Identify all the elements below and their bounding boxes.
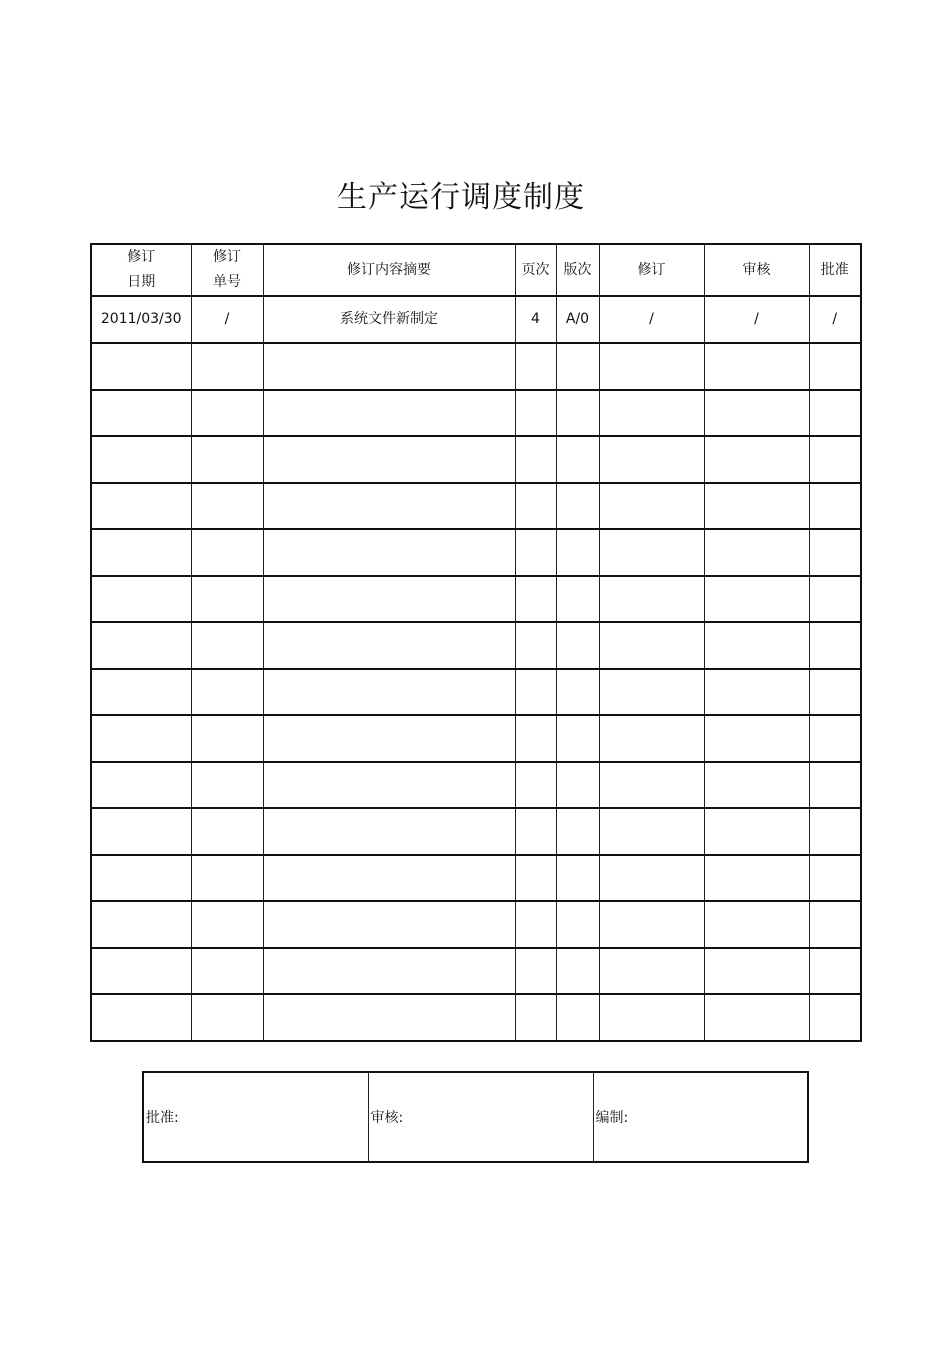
cell-revision-date: 2011/03/30 [91,296,191,343]
cell-revised-by[interactable] [599,855,704,902]
cell-revision-number[interactable] [191,669,263,716]
cell-revision-date[interactable] [91,483,191,530]
cell-revision-date[interactable] [91,762,191,809]
cell-reviewed-by[interactable] [704,994,809,1041]
table-row [91,948,861,995]
cell-reviewed-by[interactable] [704,901,809,948]
cell-page[interactable] [515,855,556,902]
cell-approved-by[interactable] [809,994,861,1041]
cell-page[interactable] [515,808,556,855]
cell-revised-by[interactable] [599,669,704,716]
cell-approved-by[interactable] [809,436,861,483]
cell-revision-summary[interactable] [263,529,515,576]
cell-approved-by[interactable] [809,529,861,576]
cell-revision-number: / [191,296,263,343]
header-revision-date [91,244,191,296]
cell-page[interactable] [515,994,556,1041]
cell-reviewed-by[interactable] [704,622,809,669]
cell-revised-by[interactable] [599,576,704,623]
cell-revision-date[interactable] [91,529,191,576]
cell-revision-number[interactable] [191,529,263,576]
cell-revision-date[interactable] [91,576,191,623]
cell-revision-summary[interactable] [263,855,515,902]
cell-approved-by[interactable] [809,343,861,390]
cell-page[interactable] [515,901,556,948]
cell-revision-date[interactable] [91,715,191,762]
cell-revision-summary[interactable] [263,390,515,437]
cell-revised-by[interactable] [599,994,704,1041]
cell-revision-date[interactable] [91,855,191,902]
cell-revision-number[interactable] [191,576,263,623]
table-row [91,296,861,343]
cell-page[interactable] [515,529,556,576]
cell-approved-by[interactable] [809,622,861,669]
cell-revision-summary: 系统文件新制定 [263,296,515,343]
cell-revised-by[interactable] [599,483,704,530]
cell-page[interactable] [515,483,556,530]
cell-revised-by[interactable] [599,529,704,576]
cell-revision-date[interactable] [91,948,191,995]
table-row [91,529,861,576]
cell-revision-summary[interactable] [263,669,515,716]
cell-revision-summary[interactable] [263,901,515,948]
cell-revision-number[interactable] [191,855,263,902]
cell-revision-number[interactable] [191,901,263,948]
cell-version[interactable] [556,855,599,902]
cell-version[interactable] [556,390,599,437]
header-label: 单号 [213,274,241,290]
cell-version[interactable] [556,901,599,948]
cell-page[interactable] [515,948,556,995]
cell-version[interactable] [556,715,599,762]
cell-revision-date[interactable] [91,343,191,390]
cell-version[interactable] [556,529,599,576]
cell-revised-by: / [599,296,704,343]
cell-version[interactable] [556,622,599,669]
header-label: 修订 [213,249,241,265]
cell-revision-date[interactable] [91,901,191,948]
table-row [91,622,861,669]
cell-reviewed-by[interactable] [704,855,809,902]
cell-revision-summary[interactable] [263,715,515,762]
cell-version[interactable] [556,483,599,530]
header-revision-summary: 修订内容摘要 [263,244,515,296]
cell-reviewed-by[interactable] [704,715,809,762]
cell-page[interactable] [515,390,556,437]
header-reviewed-by: 审核 [704,244,809,296]
cell-revision-summary[interactable] [263,576,515,623]
table-header-row [91,244,861,296]
cell-page[interactable] [515,343,556,390]
cell-reviewed-by[interactable] [704,390,809,437]
cell-revision-summary[interactable] [263,762,515,809]
cell-revision-summary[interactable] [263,436,515,483]
cell-reviewed-by[interactable] [704,483,809,530]
cell-page[interactable] [515,669,556,716]
table-row [91,808,861,855]
header-page: 页次 [515,244,556,296]
cell-approved-by: / [809,296,861,343]
cell-version[interactable] [556,808,599,855]
cell-revised-by[interactable] [599,622,704,669]
cell-revision-date[interactable] [91,436,191,483]
table-row [91,343,861,390]
cell-revision-summary[interactable] [263,343,515,390]
cell-reviewed-by[interactable] [704,669,809,716]
cell-revision-number[interactable] [191,343,263,390]
header-label: 修订 [127,249,156,265]
cell-approved-by[interactable] [809,669,861,716]
cell-approved-by[interactable] [809,901,861,948]
header-revised-by: 修订 [599,244,704,296]
document-title: 生产运行调度制度 [337,180,585,215]
cell-revision-date[interactable] [91,994,191,1041]
cell-revised-by[interactable] [599,808,704,855]
cell-approved-by[interactable] [809,390,861,437]
cell-reviewed-by[interactable] [704,948,809,995]
cell-revision-date[interactable] [91,622,191,669]
cell-page[interactable] [515,576,556,623]
cell-revision-date[interactable] [91,808,191,855]
signoff-row [143,1072,808,1162]
cell-reviewed-by[interactable] [704,576,809,623]
cell-revised-by[interactable] [599,436,704,483]
cell-version[interactable] [556,343,599,390]
cell-revised-by[interactable] [599,901,704,948]
cell-revision-number[interactable] [191,483,263,530]
cell-revision-number[interactable] [191,390,263,437]
table-row [91,715,861,762]
cell-revision-number[interactable] [191,808,263,855]
cell-reviewed-by[interactable] [704,436,809,483]
cell-approved-by[interactable] [809,762,861,809]
cell-revision-date[interactable] [91,669,191,716]
cell-page[interactable] [515,622,556,669]
cell-version[interactable] [556,994,599,1041]
cell-revision-date[interactable] [91,390,191,437]
table-row [91,436,861,483]
cell-revision-summary[interactable] [263,622,515,669]
header-label: 日期 [127,274,156,290]
cell-revised-by[interactable] [599,343,704,390]
cell-version[interactable] [556,948,599,995]
cell-revision-summary[interactable] [263,994,515,1041]
table-row [91,483,861,530]
cell-revision-number[interactable] [191,715,263,762]
cell-page[interactable] [515,436,556,483]
review-signature-field[interactable]: 审核: [368,1072,593,1162]
cell-revision-number[interactable] [191,948,263,995]
cell-revised-by[interactable] [599,948,704,995]
cell-version[interactable] [556,576,599,623]
cell-reviewed-by: / [704,296,809,343]
revision-history-table [90,243,862,1042]
cell-revision-number[interactable] [191,622,263,669]
cell-page[interactable] [515,715,556,762]
header-revision-number [191,244,263,296]
header-version: 版次 [556,244,599,296]
cell-page[interactable] [515,762,556,809]
cell-revised-by[interactable] [599,390,704,437]
header-approved-by: 批准 [809,244,861,296]
table-row [91,901,861,948]
cell-approved-by[interactable] [809,855,861,902]
cell-version[interactable] [556,436,599,483]
cell-revised-by[interactable] [599,762,704,809]
table-row [91,669,861,716]
prepare-signature-field[interactable]: 编制: [593,1072,808,1162]
cell-reviewed-by[interactable] [704,762,809,809]
cell-approved-by[interactable] [809,808,861,855]
cell-approved-by[interactable] [809,576,861,623]
table-row [91,576,861,623]
cell-approved-by[interactable] [809,715,861,762]
signoff-table [142,1071,809,1163]
cell-version[interactable] [556,669,599,716]
table-row [91,855,861,902]
table-row [91,762,861,809]
cell-revision-summary[interactable] [263,808,515,855]
table-row [91,994,861,1041]
cell-revision-number[interactable] [191,994,263,1041]
cell-page: 4 [515,296,556,343]
cell-revision-summary[interactable] [263,948,515,995]
approve-signature-field[interactable]: 批准: [143,1072,368,1162]
cell-version[interactable] [556,762,599,809]
cell-approved-by[interactable] [809,948,861,995]
cell-reviewed-by[interactable] [704,343,809,390]
cell-revised-by[interactable] [599,715,704,762]
cell-revision-summary[interactable] [263,483,515,530]
table-row [91,390,861,437]
cell-reviewed-by[interactable] [704,529,809,576]
cell-approved-by[interactable] [809,483,861,530]
cell-reviewed-by[interactable] [704,808,809,855]
cell-revision-number[interactable] [191,436,263,483]
cell-version: A/0 [556,296,599,343]
cell-revision-number[interactable] [191,762,263,809]
